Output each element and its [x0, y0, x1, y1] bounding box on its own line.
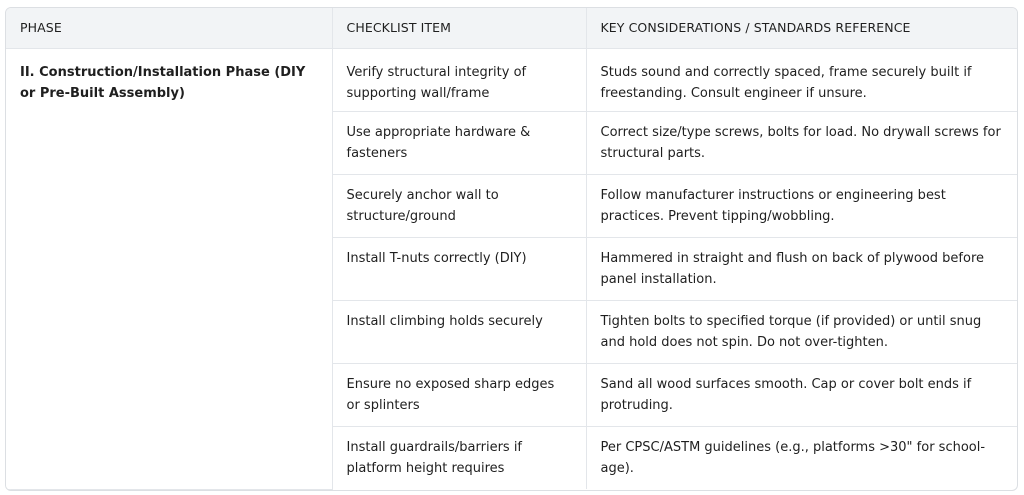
checklist-item-cell: Install guardrails/barriers if platform height requires: [332, 426, 586, 489]
checklist-table: [6, 8, 1017, 490]
header-phase: PHASE: [6, 8, 332, 48]
phase-cell: II. Construction/Installation Phase (DIY or Pre-Built Assembly): [6, 48, 332, 489]
checklist-item-cell: Install climbing holds securely: [332, 300, 586, 363]
consideration-cell: Follow manufacturer instructions or engineering best practices. Prevent tipping/wobbling.: [586, 174, 1017, 237]
checklist-item-cell: Ensure no exposed sharp edges or splinters: [332, 363, 586, 426]
header-key-considerations: KEY CONSIDERATIONS / STANDARDS REFERENCE: [586, 8, 1017, 48]
checklist-table-container: [5, 7, 1018, 491]
checklist-item-cell: Use appropriate hardware & fasteners: [332, 111, 586, 174]
table-header-row: [6, 8, 1017, 48]
consideration-cell: Tighten bolts to specified torque (if provided) or until snug and hold does not spin. Do not over-tighten.: [586, 300, 1017, 363]
consideration-cell: Per CPSC/ASTM guidelines (e.g., platforms >30" for school-age).: [600, 439, 986, 476]
header-checklist-item: CHECKLIST ITEM: [332, 8, 586, 48]
table-row: [6, 48, 1017, 111]
checklist-item-cell: Verify structural integrity of supporting wall/frame: [332, 48, 586, 111]
checklist-item-cell: Install T-nuts correctly (DIY): [332, 237, 586, 300]
consideration-cell: Studs sound and correctly spaced, frame securely built if freestanding. Consult engineer if unsure.: [586, 48, 1017, 111]
checklist-item-cell: Securely anchor wall to structure/ground: [332, 174, 586, 237]
consideration-cell: Hammered in straight and flush on back of plywood before panel installation.: [586, 237, 1017, 300]
consideration-cell: Sand all wood surfaces smooth. Cap or cover bolt ends if protruding.: [586, 363, 1017, 426]
consideration-cell: Correct size/type screws, bolts for load. No drywall screws for structural parts.: [586, 111, 1017, 174]
